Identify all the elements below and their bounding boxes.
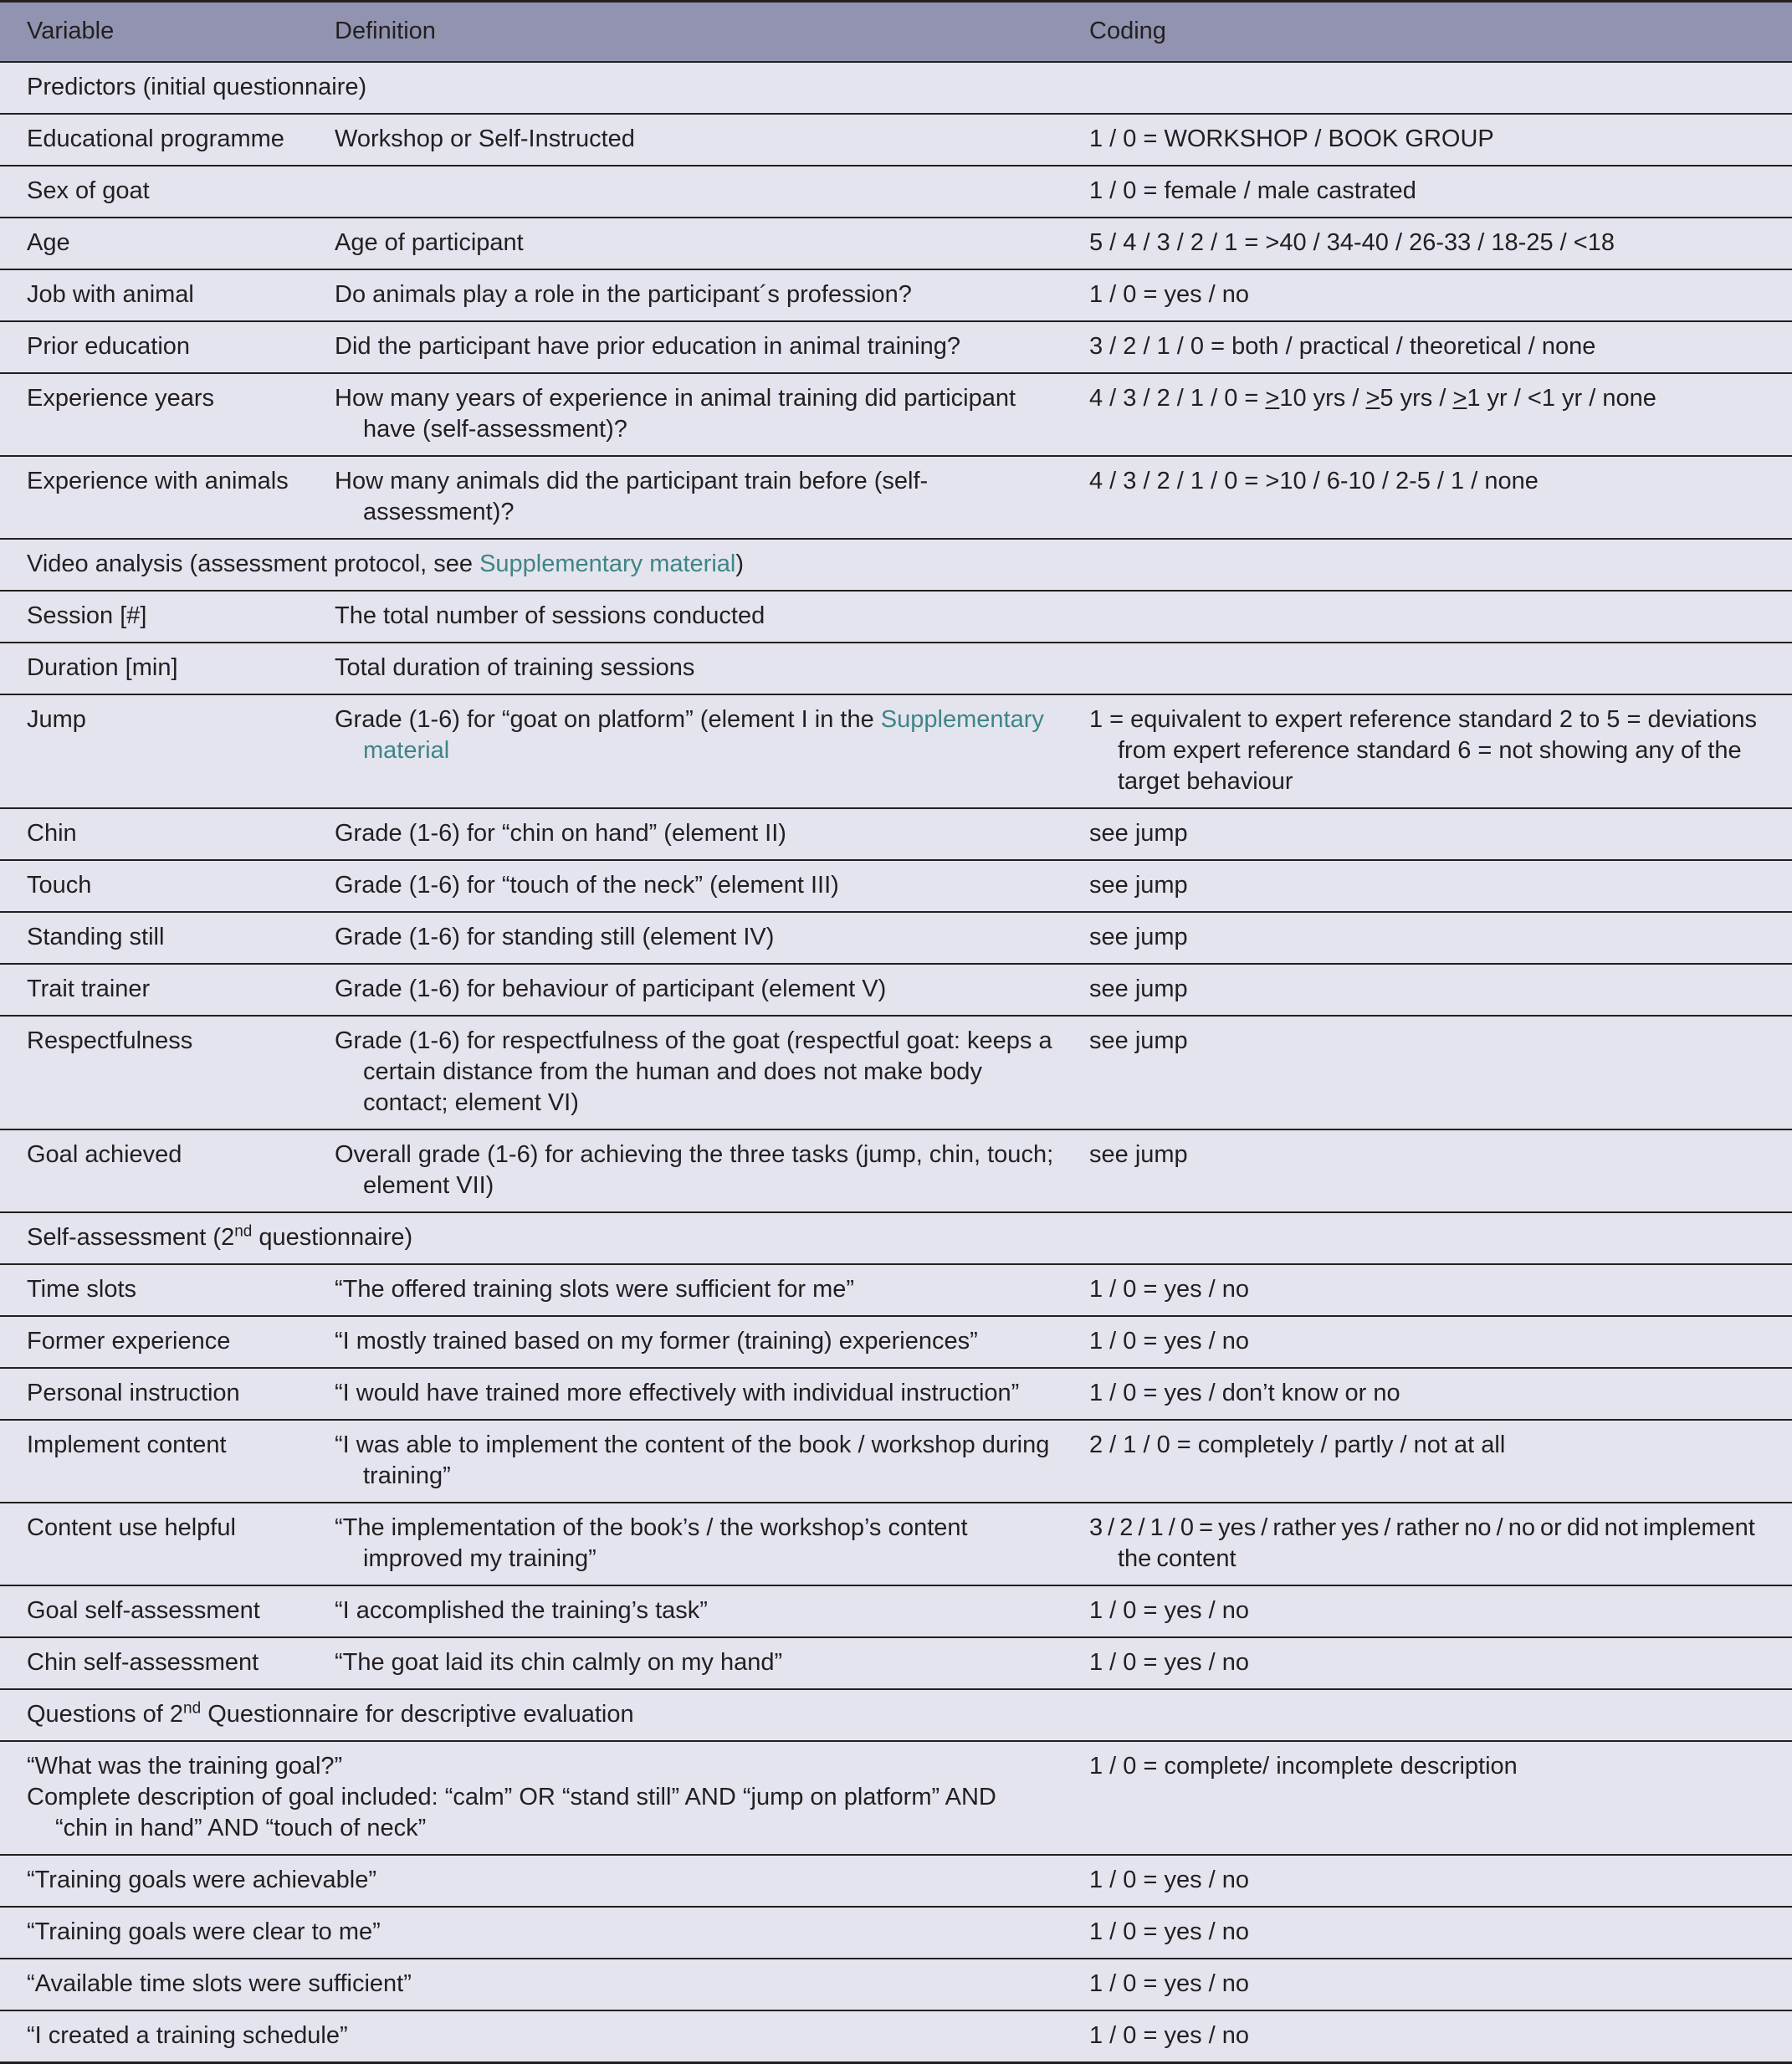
table-row [0,694,1792,808]
definition-cell: Grade (1-6) for “touch of the neck” (element III) [308,860,1062,912]
section-title-text: Self-assessment (2 [27,1223,235,1251]
coding-cell [1062,643,1792,694]
definition-text: How many animals did the participant train before (self-assessment)? [335,467,929,525]
table-row [0,591,1792,643]
ordinal-suffix: nd [183,1698,202,1717]
coding-cell: 1 / 0 = yes / no [1089,2021,1250,2049]
supplementary-material-link[interactable]: Supplementary material [479,550,736,577]
section-title [0,1212,1792,1264]
definition-cell: Grade (1-6) for “chin on hand” (element II) [308,808,1062,860]
table-row [0,269,1792,321]
coding-cell: 1 / 0 = yes / no [1062,1585,1792,1637]
definition-cell: “I accomplished the training’s task” [308,1585,1062,1637]
variable-cell: Prior education [0,321,308,373]
coding-text: 3 / 2 / 1 / 0 = yes / rather yes / rather no / no or did not implement the content [1089,1513,1755,1572]
coding-cell: 1 / 0 = yes / no [1062,1855,1792,1907]
table-row [0,1016,1792,1129]
table-header-row [0,2,1792,62]
header-definition: Definition [308,2,1062,62]
definition-cell: Total duration of training sessions [308,643,1062,694]
question-detail: Complete description of goal included: “calm” OR “stand still” AND “jump on platform” AND “chin in hand” AND “touch of neck” [27,1783,996,1841]
coding-text: 10 yrs / [1279,384,1366,412]
variable-cell: Age [0,218,308,269]
table-row [0,1959,1792,2010]
section-title [0,539,1792,591]
coding-cell: 1 / 0 = WORKSHOP / BOOK GROUP [1062,114,1792,166]
variable-cell: Jump [0,694,308,808]
coding-cell [1062,373,1792,456]
coding-text: 1 yr / <1 yr / none [1467,384,1656,412]
greater-equal-sign: > [1265,384,1280,412]
coding-cell: 1 / 0 = complete/ incomplete description [1062,1741,1792,1855]
variable-cell: Experience with animals [0,456,308,539]
section-title-text: ) [735,550,745,577]
table-row [0,1907,1792,1959]
coding-cell: see jump [1062,808,1792,860]
variable-cell: Session [#] [0,591,308,643]
definition-text: Grade (1-6) for respectfulness of the goat (respectful goat: keeps a certain distance from the human and does not make body contact; element VI) [335,1027,1052,1116]
table-row [0,321,1792,373]
variable-cell: Time slots [0,1264,308,1316]
definition-cell: Did the participant have prior education in animal training? [308,321,1062,373]
variable-cell: Content use helpful [0,1503,308,1585]
table-row [0,643,1792,694]
coding-cell: see jump [1062,964,1792,1016]
coding-cell: 4 / 3 / 2 / 1 / 0 = >10 / 6-10 / 2-5 / 1 / none [1062,456,1792,539]
coding-cell: 1 / 0 = yes / don’t know or no [1062,1368,1792,1420]
definition-text: “I was able to implement the content of the book / workshop during training” [335,1431,1050,1489]
table-row [0,166,1792,218]
coding-text: 5 yrs / [1380,384,1453,412]
variable-cell: Implement content [0,1420,308,1503]
coding-cell: 1 / 0 = yes / no [1062,1316,1792,1368]
question-cell: “Training goals were clear to me” [0,1907,1062,1959]
variable-cell: Educational programme [0,114,308,166]
section-row-predictors [0,62,1792,114]
coding-cell: see jump [1062,912,1792,964]
table-row [0,1129,1792,1212]
table-row [0,1741,1792,1855]
definition-cell [308,694,1062,808]
definition-cell: Do animals play a role in the participant´s profession? [308,269,1062,321]
question-cell [0,1741,1062,1855]
coding-cell [1062,591,1792,643]
greater-equal-sign: > [1365,384,1380,412]
variable-cell: Chin [0,808,308,860]
variable-cell: Goal achieved [0,1129,308,1212]
definition-cell [308,1503,1062,1585]
table-row [0,2010,1792,2063]
ordinal-suffix: nd [234,1221,253,1240]
table-row [0,1264,1792,1316]
coding-cell: 1 / 0 = female / male castrated [1062,166,1792,218]
definition-cell [308,1420,1062,1503]
question-cell: “I created a training schedule” [27,2021,348,2049]
definition-cell: “The offered training slots were sufficient for me” [308,1264,1062,1316]
question-cell: “Available time slots were sufficient” [0,1959,1062,2010]
greater-equal-sign: > [1452,384,1467,412]
section-title-text: Questionnaire for descriptive evaluation [201,1700,634,1728]
table-row [0,114,1792,166]
question-cell: “Training goals were achievable” [0,1855,1062,1907]
section-row-self-assessment [0,1212,1792,1264]
definition-cell: Grade (1-6) for standing still (element IV) [308,912,1062,964]
table-row [0,1855,1792,1907]
table-row [0,218,1792,269]
definition-cell [308,373,1062,456]
table-row [0,1503,1792,1585]
coding-cell [1062,694,1792,808]
definition-text: “The implementation of the book’s / the workshop’s content improved my training” [335,1513,968,1572]
supplementary-material-link[interactable]: Supplementary material [363,705,1044,764]
definition-cell: “I would have trained more effectively with individual instruction” [308,1368,1062,1420]
table-row [0,1585,1792,1637]
coding-cell: see jump [1062,1129,1792,1212]
definition-cell [308,1016,1062,1129]
coding-text: 4 / 3 / 2 / 1 / 0 = [1089,384,1266,412]
variable-cell: Job with animal [0,269,308,321]
section-row-descriptive [0,1689,1792,1741]
variable-cell: Trait trainer [0,964,308,1016]
table-row [0,1368,1792,1420]
table-row [0,912,1792,964]
coding-cell: see jump [1062,1016,1792,1129]
definition-cell: Age of participant [308,218,1062,269]
header-coding: Coding [1062,2,1792,62]
table-row [0,456,1792,539]
section-title: Predictors (initial questionnaire) [0,62,1792,114]
definition-cell [308,1129,1062,1212]
variable-cell: Duration [min] [0,643,308,694]
section-title-text: Questions of 2 [27,1700,183,1728]
table-row [0,1316,1792,1368]
definition-cell: Workshop or Self-Instructed [308,114,1062,166]
definition-text: How many years of experience in animal training did participant have (self-assessment)? [335,384,1016,443]
table-row [0,860,1792,912]
table-row [0,1637,1792,1689]
section-row-video-analysis [0,539,1792,591]
coding-cell: 1 / 0 = yes / no [1062,269,1792,321]
coding-cell: 1 / 0 = yes / no [1062,1959,1792,2010]
coding-cell [1062,1503,1792,1585]
coding-cell: 1 / 0 = yes / no [1062,1907,1792,1959]
coding-cell: see jump [1062,860,1792,912]
table-row [0,964,1792,1016]
table-row [0,808,1792,860]
coding-text: 1 = equivalent to expert reference standard 2 to 5 = deviations from expert reference standard 6 = not showing any of the target behaviour [1089,705,1758,795]
definition-cell: “I mostly trained based on my former (training) experiences” [308,1316,1062,1368]
variable-cell: Sex of goat [0,166,308,218]
definition-cell [308,166,1062,218]
definition-text: Overall grade (1-6) for achieving the three tasks (jump, chin, touch; element VII) [335,1140,1054,1199]
definition-text [335,704,1062,766]
table-row [0,373,1792,456]
table-row [0,1420,1792,1503]
header-variable: Variable [0,2,308,62]
section-title-text: questionnaire) [252,1223,413,1251]
definition-cell: “The goat laid its chin calmly on my hand” [308,1637,1062,1689]
definition-cell [308,456,1062,539]
question-text: “What was the training goal?” [27,1752,343,1780]
variable-cell: Personal instruction [0,1368,308,1420]
definition-cell: Grade (1-6) for behaviour of participant (element V) [308,964,1062,1016]
definition-cell: The total number of sessions conducted [308,591,1062,643]
section-title-text: Video analysis (assessment protocol, see [27,550,480,577]
variable-cell: Chin self-assessment [0,1637,308,1689]
coding-cell: 1 / 0 = yes / no [1062,1637,1792,1689]
variable-cell: Standing still [0,912,308,964]
definition-text-prefix: Grade (1-6) for “goat on platform” (element I in the [335,705,881,733]
coding-cell: 5 / 4 / 3 / 2 / 1 = >40 / 34-40 / 26-33 / 18-25 / <18 [1062,218,1792,269]
coding-cell: 2 / 1 / 0 = completely / partly / not at all [1062,1420,1792,1503]
variable-cell: Goal self-assessment [0,1585,308,1637]
section-title [0,1689,1792,1741]
variable-cell: Former experience [0,1316,308,1368]
variable-cell: Experience years [0,373,308,456]
coding-cell: 1 / 0 = yes / no [1062,1264,1792,1316]
variable-cell: Touch [0,860,308,912]
coding-cell: 3 / 2 / 1 / 0 = both / practical / theoretical / none [1062,321,1792,373]
variable-cell: Respectfulness [0,1016,308,1129]
